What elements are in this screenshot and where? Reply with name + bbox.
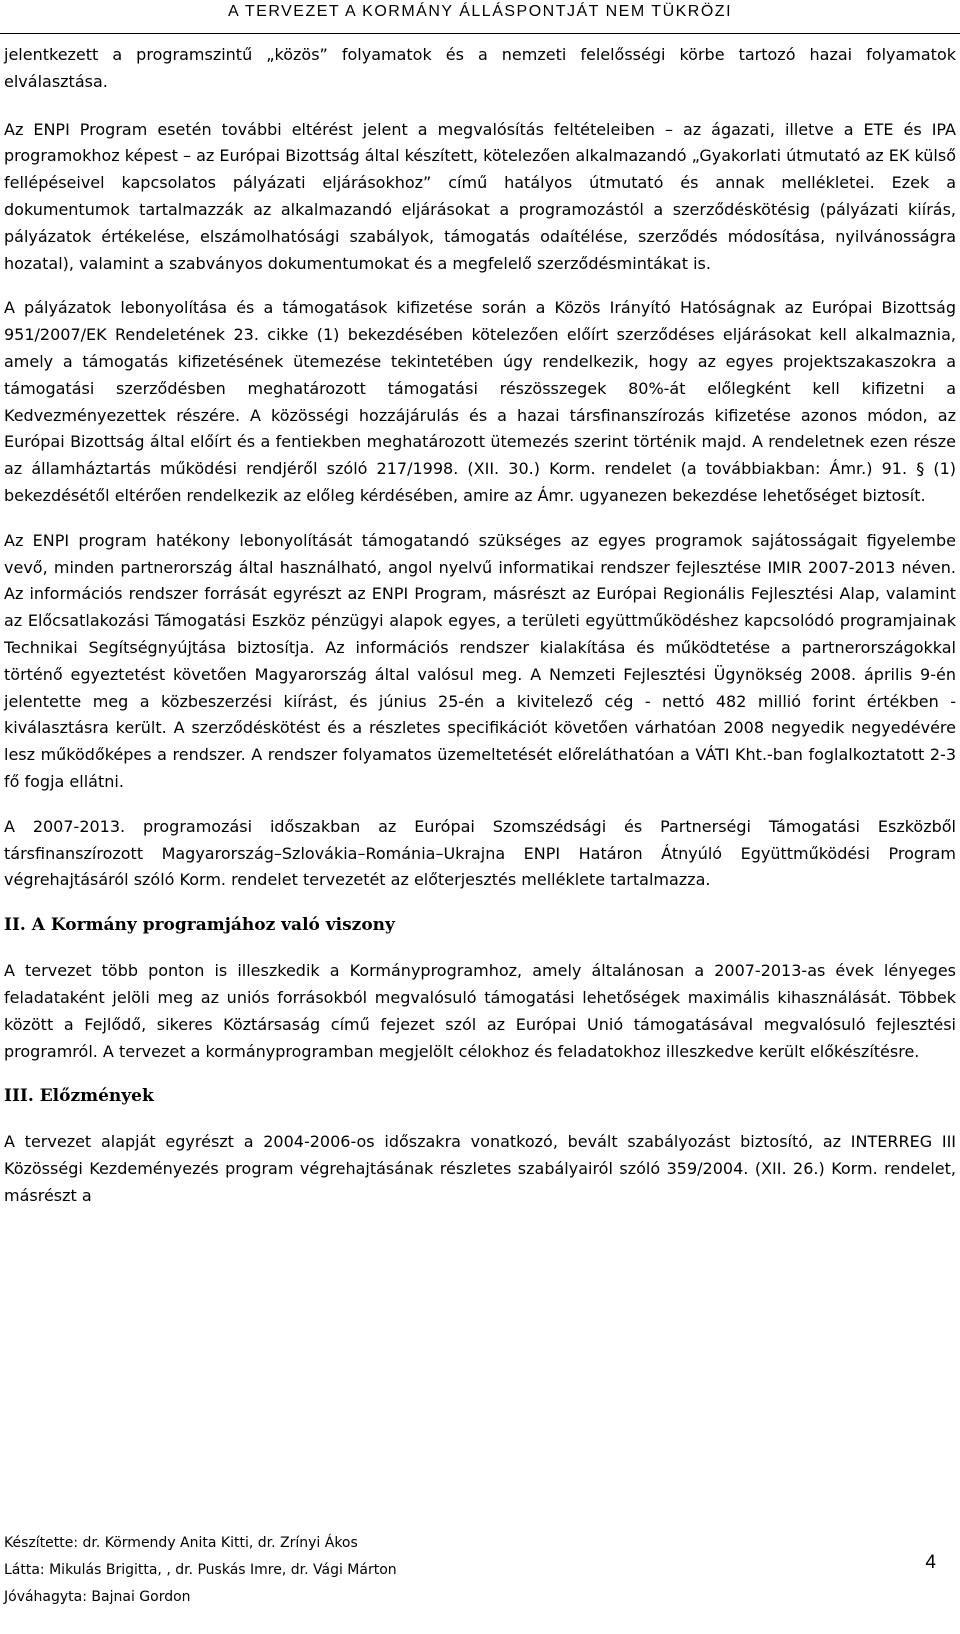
paragraph-government-program: A tervezet több ponton is illeszkedik a Kormányprogramhoz, amely általánosan a 2007-2013-as évek lényeges feladataként jelöli meg az uniós forrásokból megvalósuló támogatási lehetőségek maximális kihasználását. Többek között a Fejlődő, sikeres Köztársaság című fejezet szól az Európai Unió támogatásával megvalósuló fejlesztési programról. A tervezet a kormányprogramban megjelölt célokhoz és feladatokhoz illeszkedve került előkészítésre. bbox=[4, 961, 956, 1061]
paragraph-antecedents: A tervezet alapját egyrészt a 2004-2006-os időszakra vonatkozó, bevált szabályozást biztosító, az INTERREG III Közösségi Kezdeményezés program végrehajtásának részletes szabályairól szóló 359/2004. (XII. 26.) Korm. rendelet, másrészt a bbox=[4, 1132, 956, 1205]
header-divider bbox=[0, 33, 960, 34]
paragraph-information-system: Az ENPI program hatékony lebonyolítását támogatandó szükséges az egyes programok sajátosságait figyelembe vevő, minden partnerország által használható, angol nyelvű informatikai rendszer fejlesztése IMIR 2007-2013 néven. Az információs rendszer forrását egyrészt az ENPI Program, másrészt az Európai Regionális Fejlesztési Alap, valamint az Előcsatlakozási Támogatási Eszköz pénzügyi alapok egyes, a területi együttműködéshez kapcsolódó programjainak Technikai Segítségnyújtása biztosítja. Az információs rendszer kialakítása és működtetése a partnerországokkal történő egyeztetést követően Magyarország által valósul meg. A Nemzeti Fejlesztési Ügynökség 2008. április 9-én jelentette meg a közbeszerzési kiírást, és június 25-én a kivitelező cég - nettó 482 millió forint értékben - kiválasztásra került. A szerződéskötést és a részletes specifikációt követően várhatóan 2008 negyedik negyedévére lesz működőképes a rendszer. A rendszer folyamatos üzemeltetését előreláthatóan a VÁTI Kht.-ban foglalkoztatott 2-3 fő fogja ellátni. bbox=[4, 530, 956, 791]
footer-credits bbox=[4, 1530, 397, 1611]
footer-seen-by: Látta: Mikulás Brigitta, , dr. Puskás Imre, dr. Vági Márton bbox=[4, 1562, 397, 1578]
page-footer bbox=[0, 1530, 960, 1630]
paragraph-payments: A pályázatok lebonyolítása és a támogatások kifizetése során a Közös Irányító Hatóságnak az Európai Bizottság 951/2007/EK Rendeletének 23. cikke (1) bekezdésében kötelezően előírt szerződéses eljárásokat kell alkalmaznia, amely a támogatás kifizetésének ütemezése tekintetében úgy rendelkezik, hogy az egyes projektszakaszokra a támogatási szerződésben meghatározott támogatási részösszegek 80%-át előlegként kell kifizetni a Kedvezményezettek részére. A közösségi hozzájárulás és a hazai társfinanszírozás kifizetése azonos módon, az Európai Bizottság által előírt és a fentiekben meghatározott ütemezés szerint történik majd. A rendeletnek ezen része az államháztartás működési rendjéről szóló 217/1998. (XII. 30.) Korm. rendelet (a továbbiakban: Ámr.) 91. § (1) bekezdésétől eltérően rendelkezik az előleg kérdésében, amire az Ámr. ugyanezen bekezdése lehetőséget biztosít. bbox=[4, 298, 956, 505]
page-header: A TERVEZET A KORMÁNY ÁLLÁSPONTJÁT NEM TÜKRÖZI bbox=[227, 3, 733, 20]
paragraph-continuation: jelentkezett a programszintű „közös” folyamatok és a nemzeti felelősségi körbe tartozó hazai folyamatok elválasztása. bbox=[4, 45, 956, 91]
footer-approved-by: Jóváhagyta: Bajnai Gordon bbox=[4, 1589, 191, 1605]
document-body bbox=[4, 42, 956, 1228]
page-number: 4 bbox=[925, 1552, 936, 1573]
section-heading-antecedents: III. Előzmények bbox=[4, 1086, 154, 1107]
paragraph-enpi-conditions: Az ENPI Program esetén további eltérést jelent a megvalósítás feltételeiben – az ágazati, illetve a ETE és IPA programokhoz képest – az Európai Bizottság által készített, kötelezően alkalmazandó „Gyakorlati útmutató az EK külső fellépéseivel kapcsolatos pályázati eljárásokhoz” című hatályos útmutató és annak mellékletei. Ezek a dokumentumok tartalmazzák az alkalmazandó eljárásokat a programozástól a szerződéskötésig (pályázati kiírás, pályázatok értékelése, elszámolhatósági szabályok, támogatás odaítélése, szerződés módosítása, nyilvánosságra hozatal), valamint a szabványos dokumentumokat és a megfelelő szerződésmintákat is. bbox=[4, 119, 956, 273]
footer-prepared-by: Készítette: dr. Körmendy Anita Kitti, dr. Zrínyi Ákos bbox=[4, 1535, 358, 1551]
section-heading-government-program: II. A Kormány programjához való viszony bbox=[4, 915, 395, 936]
paragraph-decree-draft: A 2007-2013. programozási időszakban az Európai Szomszédsági és Partnerségi Támogatási Eszközből társfinanszírozott Magyarország–Szlovákia–Románia–Ukrajna ENPI Határon Átnyúló Együttműködési Program végrehajtásáról szóló Korm. rendelet tervezetét az előterjesztés melléklete tartalmazza. bbox=[4, 816, 956, 890]
